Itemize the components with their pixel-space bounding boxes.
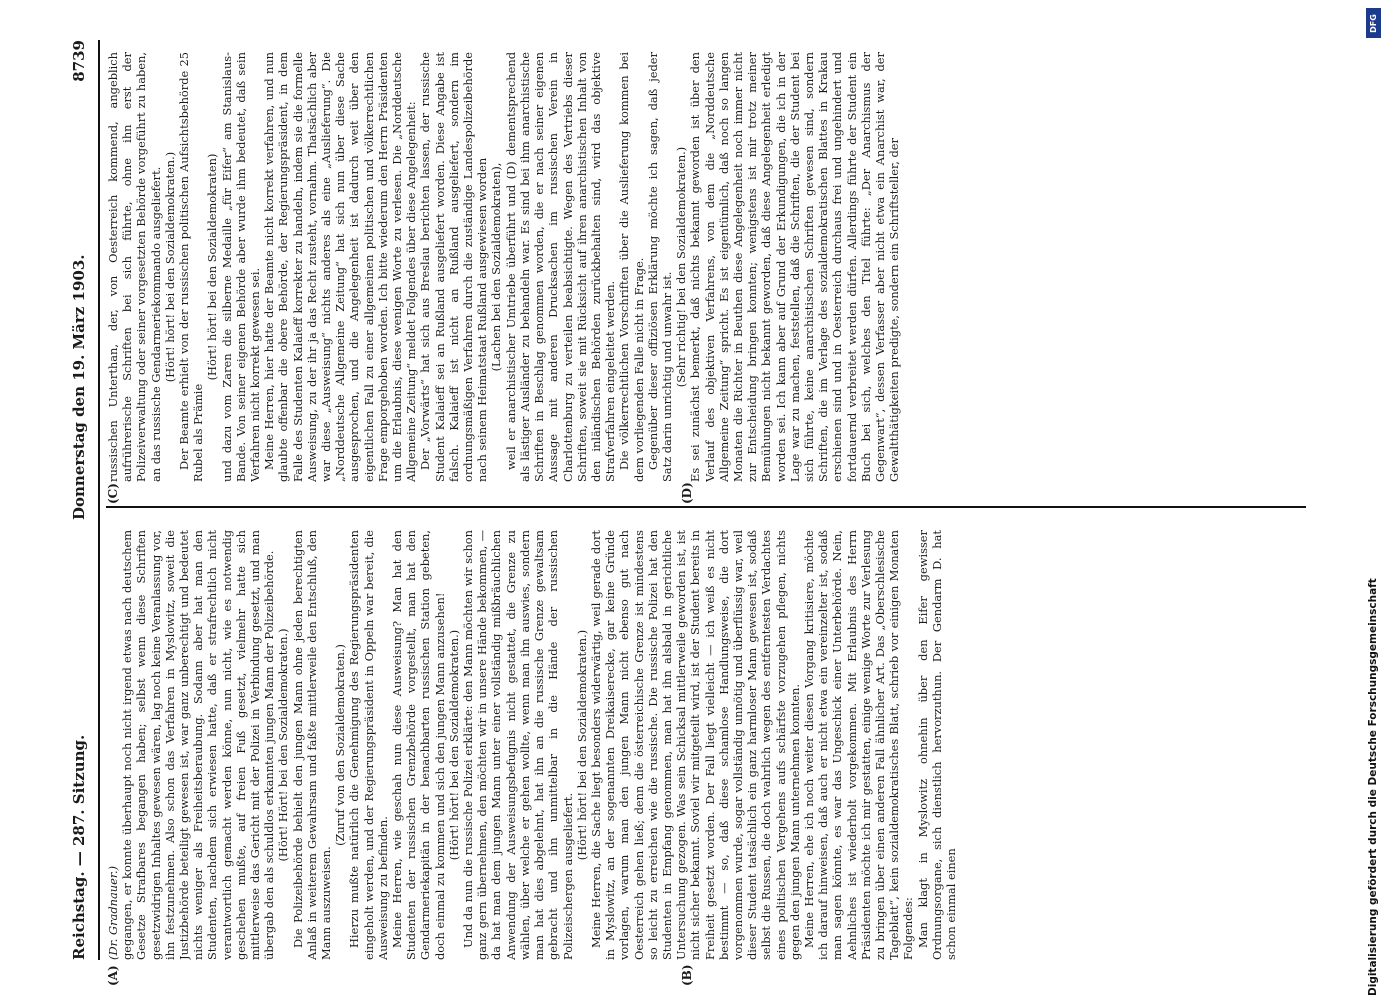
paragraph: Die völkerrechtlichen Vorschriften über die Auslieferung kommen bei dem vorliegenden Falle nicht in Frage. bbox=[617, 52, 646, 482]
paragraph: Die Polizeibehörde behielt den jungen Mann ohne jeden berechtigten Anlaß in weiterem Gewahrsam und faßte mittlerweile den Entschluß, den Mann auszuweisen. bbox=[290, 530, 334, 960]
dfg-logo-text: DFG bbox=[1369, 13, 1379, 33]
interjection: (Hört! hört! bei den Sozialdemokraten) bbox=[205, 153, 220, 381]
interjection: (Hört! hört! bei den Sozialdemokraten.) bbox=[574, 629, 589, 861]
paragraph: Meine Herren, die Sache liegt besonders widerwärtig, weil gerade dort in Myslowitz, an der sogenannten Dreikaiserecke, gar keine Gründe vorlagen, warum man den jungen Mann nicht ebenso gut nach Oesterreich gehen ließ; denn die österreichische Grenze ist mindestens so leicht zu erreichen wie die russische. Die russische Polizei hat den Studenten in Empfang genommen, man hat ihn alsbald in gerichtliche Untersuchung gezogen. Was sein Schicksal mittlerweile geworden ist, ist nicht sicher bekannt. Soviel wir mitgeteilt wird, ist der Student bereits in Freiheit gesetzt worden. Der Fall liegt vielleicht — ich weiß es nicht bestimmt — so, daß diese schamlose Handlungsweise, die dort vorgenommen wurde, sogar vollständig unnötig und überflüssig war, weil dieser Student tatsächlich ein ganz harmloser Mann gewesen ist, sodaß selbst die Russen, die doch wahrlich wegen des entferntesten Verdachtes eines politischen Vergehens aufs schärfste vorzugehen pflegen, nichts gegen den jungen Mann unternehmen konnten. bbox=[588, 530, 802, 960]
digitization-note: Digitalisierung gefördert durch die Deutsche Forschungsgemeinschaft bbox=[1367, 578, 1379, 996]
paragraph: Gegenüber dieser offiziösen Erklärung möchte ich sagen, daß jeder Satz darin unrichtig und unwahr ist. bbox=[645, 52, 674, 482]
paragraph: weil er anarchistischer Umtriebe überführt und (D) dementsprechend als lästiger Ausländer zu behandeln war. Es sind bei ihm anarchistische Schriften in Beschlag genommen worden, die er nach seiner eigenen Aussage mit anderen Drucksachen im russischen Verein in Charlottenburg zu verteilen beabsichtigte. Wegen des Vertriebs dieser Schriften, soweit sie mit Rücksicht auf ihren anarchistischen Inhalt von den inländischen Behörden zurückbehalten sind, wird das objektive Strafverfahren eingeleitet werden. bbox=[503, 52, 618, 482]
speaker-name: (Dr. Gradnauer.) bbox=[106, 865, 120, 960]
rotated-document-page bbox=[62, 40, 1312, 986]
paragraph: gegangen, er konnte überhaupt noch nicht irgend etwas nach deutschem Gesetze Strafbares begangen haben; selbst wenn diese Schriften gesetzwidrigen Inhaltes gewesen wären, lag noch keine Veranlassung vor, ihn festzunehmen. Also schon das Verfahren in Myslowitz, soweit die Justizbehörde beteiligt gewesen ist, war ganz unberechtigt und bedeutet nichts weniger als Freiheitsberaubung. Sodann aber hat man den Studenten, nachdem sich erwiesen hatte, daß er strafrechtlich nicht verantwortlich gemacht werden könne, nun nicht, wie es notwendig geschehen mußte, auf freien Fuß gesetzt, vielmehr hatte sich mittlerweise das Gericht mit der Polizei in Verbindung gesetzt, und man übergab den als schuldlos erkannten jungen Mann der Polizeibehörde. bbox=[120, 530, 277, 960]
margin-marker-c: (C) bbox=[106, 483, 120, 504]
header-rule bbox=[98, 40, 100, 960]
interjection: (Hört! hört! bei den Sozialdemokraten.) bbox=[162, 151, 177, 383]
paragraph: Meine Herren, hier hatte der Beamte nicht korrekt verfahren, und nun glaubte offenbar die obere Behörde, der Regierungspräsident, in dem Falle des Studenten Kalaieff korrekter zu handeln, indem sie die formelle Ausweisung, zu der ihr ja das Recht zusteht, vornahm. Thatsächlich aber war diese „Ausweisung“ nichts anderes als eine „Auslieferung“. Die „Norddeutsche Allgemeine Zeitung“ hat sich nun über diese Sache ausgesprochen, und die Angelegenheit ist dadurch weit über den eigentlichen Fall zu einer allgemeinen politischen und völkerrechtlichen Frage emporgehoben worden. Ich bitte wiederum den Herrn Präsidenten um die Erlaubnis, diese wenigen Worte zu verlesen. Die „Norddeutsche Allgemeine Zeitung“ meldet Folgendes über diese Angelegenheit: bbox=[262, 52, 419, 482]
interjection: (Sehr richtig! bei den Sozialdemokraten.) bbox=[674, 146, 689, 388]
margin-marker-d: (D) bbox=[680, 482, 694, 504]
paragraph: russischen Unterthan, der, von Oesterreich kommend, angeblich aufrührerische Schriften bei sich führte, ohne ihn erst der Polizeiverwaltung oder seiner vorgesetzten Behörde vorgeführt zu haben, an das russische Gendarmeriekommando ausgeliefert. bbox=[106, 52, 163, 482]
paragraph: Meine Herren, wie geschah nun diese Ausweisung? Man hat den Studenten der russischen Grenzbehörde vorgestellt, man hat den Gendarmeriekapitän in der benachbarten russischen Station gebeten, doch einmal zu kommen und sich den jungen Mann anzusehen! bbox=[390, 530, 447, 960]
paragraph: Der Beamte erhielt von der russischen politischen Aufsichtsbehörde 25 Rubel als Prämie bbox=[177, 52, 206, 482]
right-text-column bbox=[106, 52, 1306, 482]
column-divider bbox=[106, 506, 1306, 508]
paragraph: Meine Herren, ehe ich noch weiter diesen Vorgang kritisiere, möchte ich darauf hinweisen, daß auch er nicht etwa ein vereinzelter ist, sodaß man sagen könnte, es war das Ungeschick einer Unterbehörde. Nein, Aehnliches ist wiederholt vorgekommen. Mit Erlaubnis des Herrn Präsidenten möchte ich mir gestatten, einige wenige Worte zur Verlesung zu bringen über einen anderen Fall ähnlicher Art. Das „Oberschlesische Tageblatt“, kein sozialdemokratisches Blatt, schrieb vor einigen Monaten Folgendes: bbox=[801, 530, 916, 960]
paragraph: Und da nun die russische Polizei erklärte: den Mann möchten wir schon ganz gern übernehmen, den möchten wir in unsere Hände bekommen, — da hat man dem jungen Mann unter einer vollständig mißbräuchlichen Anwendung der Ausweisungsbefugnis nicht gestattet, die Grenze zu wählen, über welche er gehen wollte, wenn man ihn auswies, sondern man hat dies abgelehnt, hat ihn an die russische Grenze gewaltsam gebracht und ihn unmittelbar in die Hände der russischen Polizeischergen ausgeliefert. bbox=[461, 530, 575, 960]
interjection: (Hört! Hört! bei den Sozialdemokraten.) bbox=[276, 628, 291, 862]
paragraph: Hierzu mußte natürlich die Genehmigung des Regierungspräsidenten eingeholt werden, und der Regierungspräsident in Oppeln war bereit, die Ausweisung zu befinden. bbox=[347, 530, 390, 960]
running-header-left: Reichstag. — 287. Sitzung. bbox=[70, 734, 88, 960]
margin-marker-a: (A) bbox=[106, 965, 120, 986]
paragraph: Es sei zunächst bemerkt, daß nichts bekannt geworden ist über den Verlauf des objektiven Verfahrens, von dem die „Norddeutsche Allgemeine Zeitung“ spricht. Es ist eigentümlich, daß noch so langen Monaten die Richter in Beuthen diese Angelegenheit noch immer nicht zur Entscheidung bringen konnten; wenigstens ist mir trotz meiner Bemühungen nicht bekannt geworden, daß diese Angelegenheit erledigt worden sei. Ich kann aber auf Grund der Erkundigungen, die ich in der Lage war zu machen, feststellen, daß die Schriften, die der Student bei sich führte, keine anarchistischen Schriften gewesen sind, sondern Schriften, die im Verlage des sozialdemokratischen Blattes in Krakau erschienen sind und in Oesterreich durchaus frei und ungehindert und fortdauernd verbreitet werden dürfen. Allerdings führte der Student ein Buch bei sich, welches den Titel führte: „Der Anarchismus der Gegenwart“, dessen Verfasser aber nicht etwa ein Anarchist war, der Gewaltthätigkeiten predigte, sondern ein Schriftsteller, der bbox=[688, 52, 902, 482]
page-number: 8739 bbox=[70, 40, 88, 82]
left-text-column bbox=[106, 530, 1306, 960]
interjection: (Hört! hört! bei den Sozialdemokraten.) bbox=[446, 629, 461, 861]
paragraph: und dazu vom Zaren die silberne Medaille „für Eifer“ am Stanislaus-Bande. Von seiner eigenen Behörde aber wurde ihm bedeutet, daß sein Verfahren nicht korrekt gewesen sei. bbox=[219, 52, 263, 482]
interjection: (Zuruf von den Sozialdemokraten.) bbox=[333, 644, 348, 846]
running-header-date: Donnerstag den 19. März 1903. bbox=[70, 254, 88, 520]
interjection: (Lachen bei den Sozialdemokraten), bbox=[489, 162, 504, 372]
margin-marker-b: (B) bbox=[680, 964, 694, 986]
paragraph: Der „Vorwärts“ hat sich aus Breslau berichten lassen, der russische Student Kalaieff sei an Rußland ausgeliefert worden. Diese Angabe ist falsch. Kalaieff ist nicht an Rußland ausgeliefert, sondern im ordnungsmäßigen Verfahren durch die zuständige Landespolizeibehörde nach seinem Heimatstaat Rußland ausgewiesen worden bbox=[418, 52, 490, 482]
dfg-logo-badge bbox=[1366, 8, 1381, 38]
paragraph: Man klagt in Myslowitz ohnehin über den Eifer gewisser Ordnungsorgane, sich dienstlich hervorzuthun. Der Gendarm D. hat schon einmal einen bbox=[915, 530, 958, 960]
